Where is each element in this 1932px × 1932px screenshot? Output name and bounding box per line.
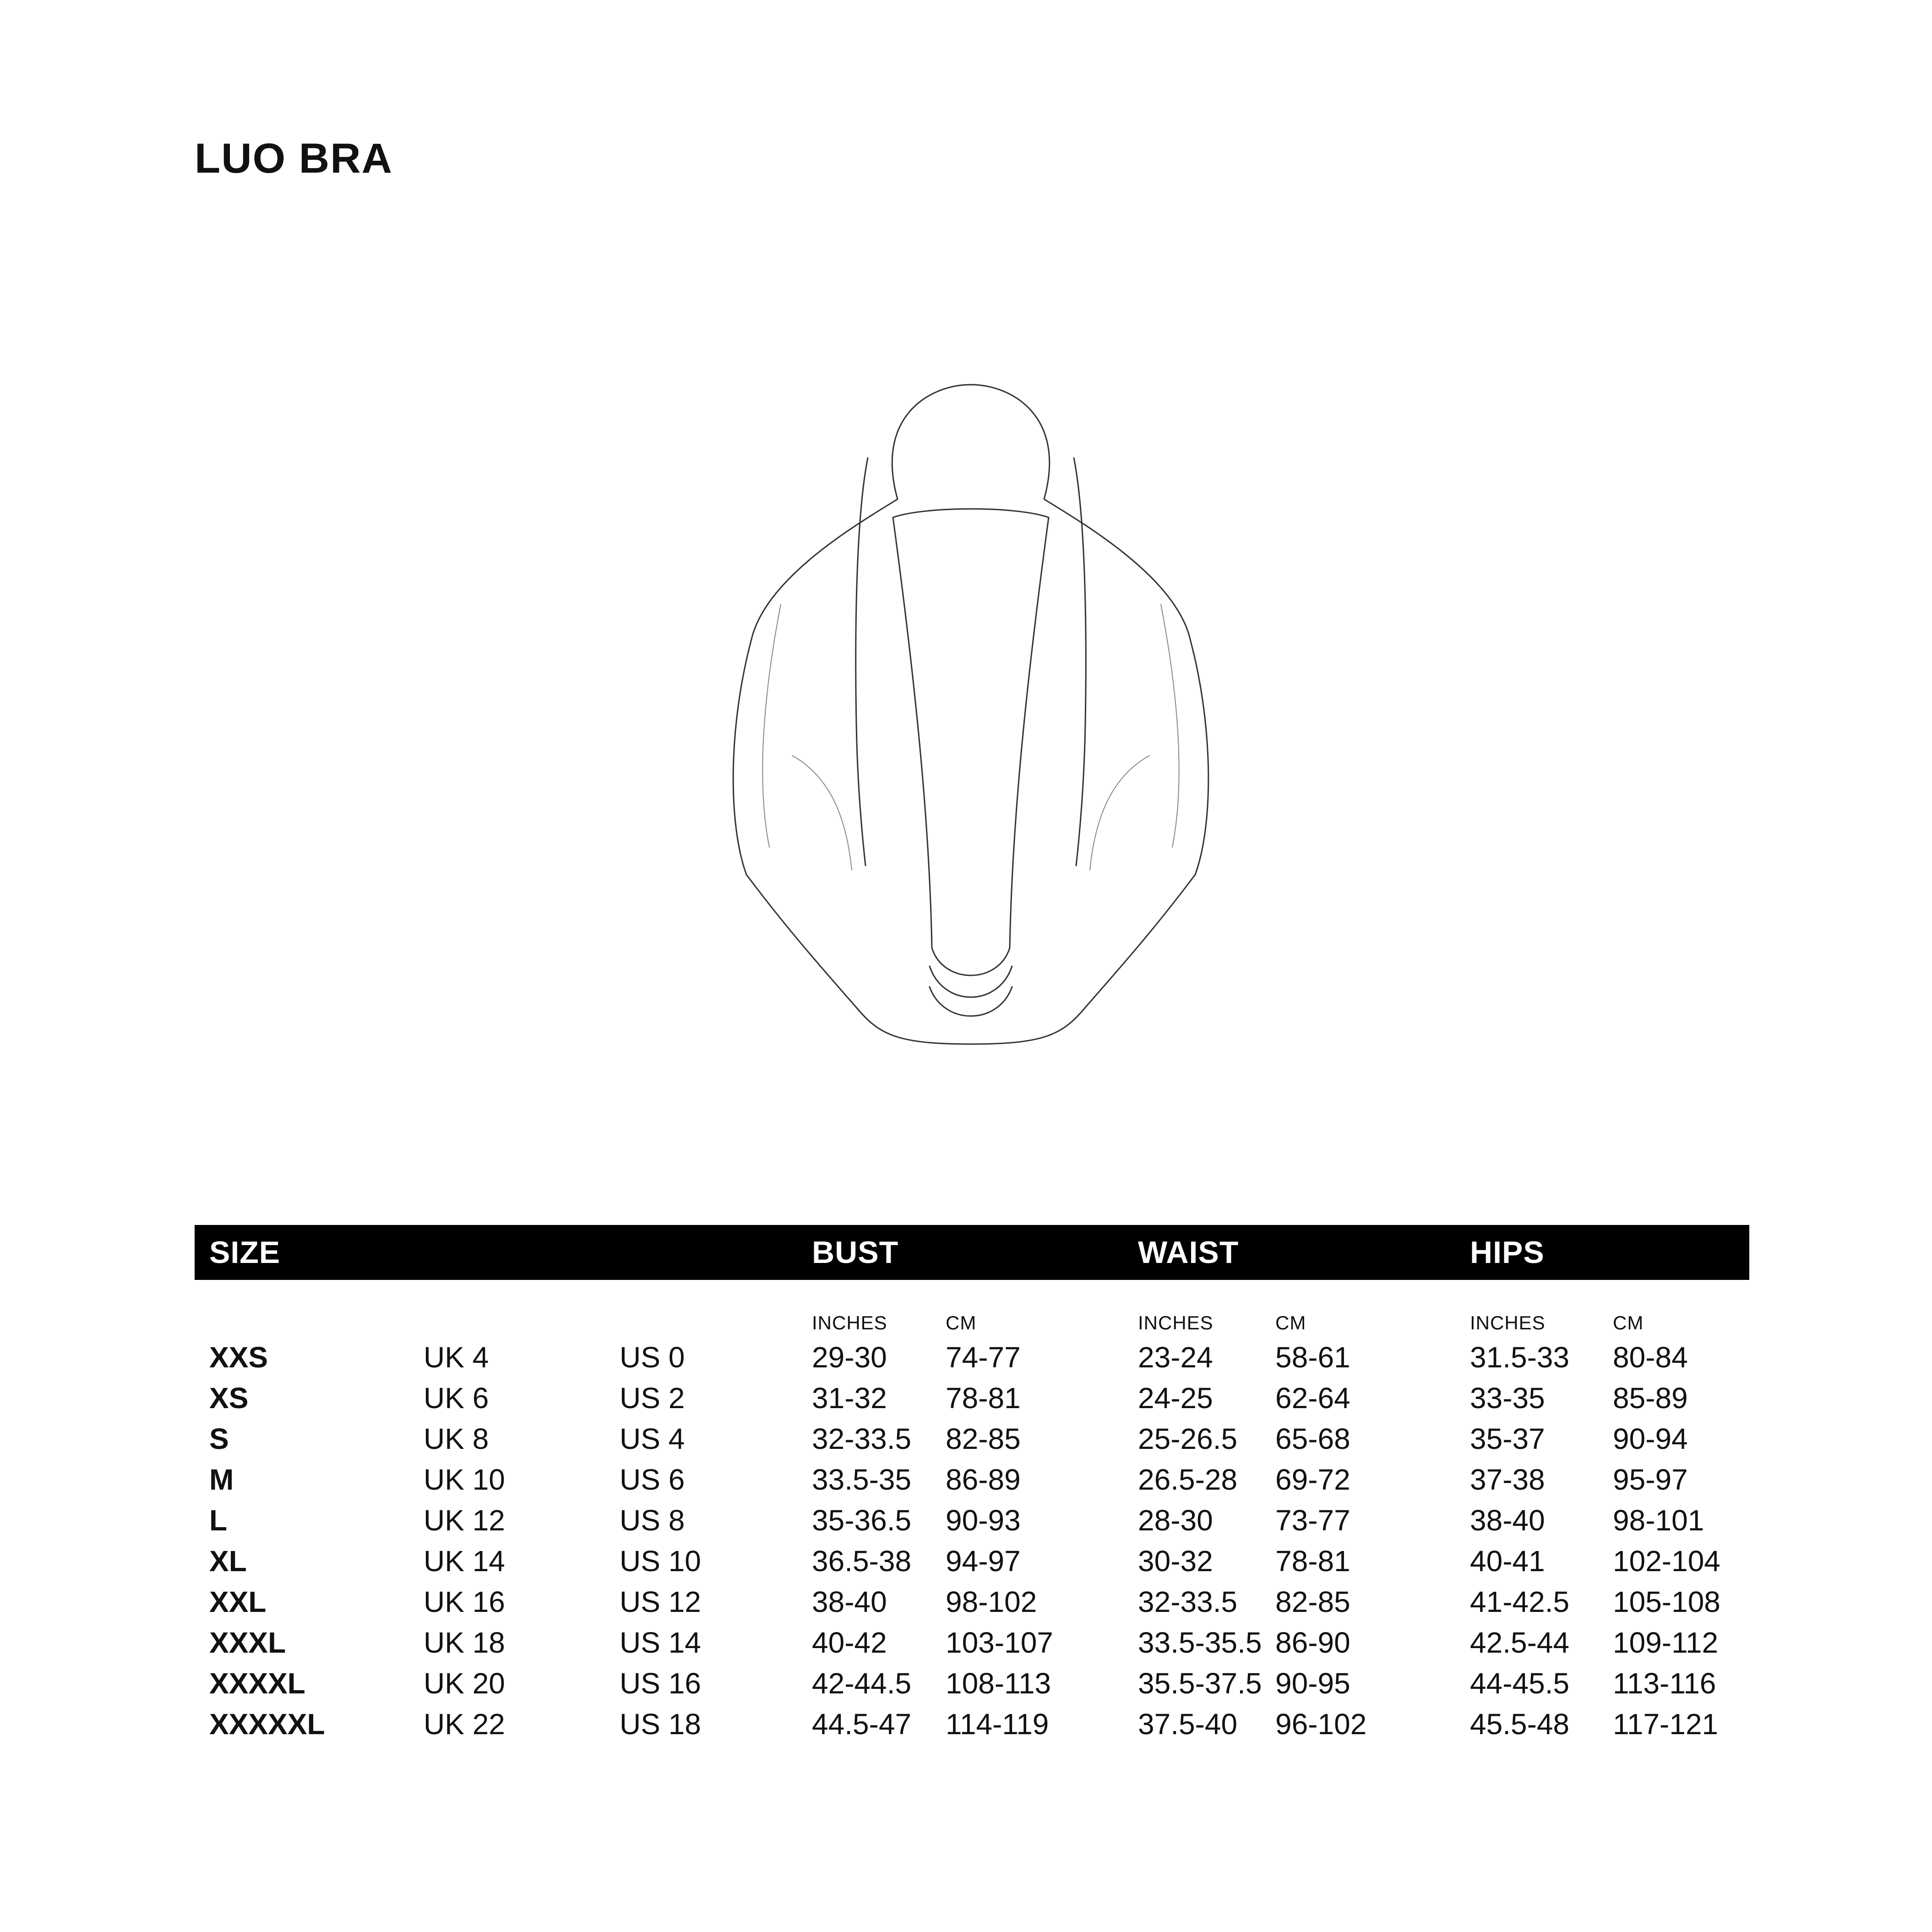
size-cell: M — [209, 1463, 234, 1496]
hips-cm-cell: 90-94 — [1613, 1422, 1688, 1455]
us-size-cell: US 10 — [620, 1545, 701, 1578]
header-bust: BUST — [812, 1235, 899, 1270]
hips-cm-cell: 85-89 — [1613, 1382, 1688, 1415]
us-size-cell: US 12 — [620, 1585, 701, 1618]
uk-size-cell: UK 22 — [424, 1708, 505, 1741]
table-row — [195, 1582, 1749, 1622]
size-cell: XXXL — [209, 1626, 286, 1659]
waist-inches-cell: 35.5-37.5 — [1138, 1667, 1262, 1700]
us-size-cell: US 4 — [620, 1422, 685, 1455]
uk-size-cell: UK 20 — [424, 1667, 505, 1700]
gore-arc-2 — [930, 966, 1012, 997]
us-size-cell: US 16 — [620, 1667, 701, 1700]
unit-waist-cm: CM — [1275, 1312, 1306, 1333]
bust-cm-cell: 74-77 — [946, 1341, 1021, 1374]
size-cell: L — [209, 1504, 228, 1537]
table-row — [195, 1541, 1749, 1582]
bust-inches-cell: 40-42 — [812, 1626, 887, 1659]
hips-inches-cell: 35-37 — [1470, 1422, 1545, 1455]
bust-cm-cell: 86-89 — [946, 1463, 1021, 1496]
uk-size-cell: UK 12 — [424, 1504, 505, 1537]
size-rows — [195, 1337, 1749, 1745]
size-cell: XXL — [209, 1585, 267, 1618]
outline-path — [733, 385, 1208, 1044]
size-cell: XXXXL — [209, 1667, 305, 1700]
table-row — [195, 1663, 1749, 1704]
waist-inches-cell: 24-25 — [1138, 1382, 1213, 1415]
waist-cm-cell: 62-64 — [1275, 1382, 1350, 1415]
bust-cm-cell: 82-85 — [946, 1422, 1021, 1455]
waist-inches-cell: 37.5-40 — [1138, 1708, 1238, 1741]
hips-inches-cell: 31.5-33 — [1470, 1341, 1570, 1374]
gore-arc-1 — [932, 948, 1010, 975]
bust-inches-cell: 36.5-38 — [812, 1545, 912, 1578]
table-row — [195, 1337, 1749, 1378]
uk-size-cell: UK 14 — [424, 1545, 505, 1578]
bust-inches-cell: 38-40 — [812, 1585, 887, 1618]
uk-size-cell: UK 18 — [424, 1626, 505, 1659]
hips-cm-cell: 98-101 — [1613, 1504, 1704, 1537]
unit-subheader — [195, 1280, 1749, 1337]
table-row — [195, 1419, 1749, 1459]
waist-cm-cell: 65-68 — [1275, 1422, 1350, 1455]
waist-cm-cell: 86-90 — [1275, 1626, 1350, 1659]
hips-inches-cell: 37-38 — [1470, 1463, 1545, 1496]
unit-hips-cm: CM — [1613, 1312, 1644, 1333]
bust-inches-cell: 31-32 — [812, 1382, 887, 1415]
waist-inches-cell: 26.5-28 — [1138, 1463, 1238, 1496]
size-cell: S — [209, 1422, 229, 1455]
unit-hips-inches: INCHES — [1470, 1312, 1546, 1333]
bust-cm-cell: 108-113 — [946, 1667, 1051, 1700]
left-cup-curve — [792, 756, 852, 870]
uk-size-cell: UK 10 — [424, 1463, 505, 1496]
table-row — [195, 1378, 1749, 1419]
hips-inches-cell: 45.5-48 — [1470, 1708, 1570, 1741]
hips-cm-cell: 95-97 — [1613, 1463, 1688, 1496]
left-strap-inner — [893, 517, 932, 948]
waist-inches-cell: 33.5-35.5 — [1138, 1626, 1262, 1659]
bust-cm-cell: 90-93 — [946, 1504, 1021, 1537]
bust-cm-cell: 98-102 — [946, 1585, 1037, 1618]
right-strap-inner — [1010, 517, 1049, 948]
table-row — [195, 1459, 1749, 1500]
uk-size-cell: UK 16 — [424, 1585, 505, 1618]
us-size-cell: US 2 — [620, 1382, 685, 1415]
hips-cm-cell: 117-121 — [1613, 1708, 1719, 1741]
waist-cm-cell: 69-72 — [1275, 1463, 1350, 1496]
bust-cm-cell: 103-107 — [946, 1626, 1053, 1659]
hips-inches-cell: 41-42.5 — [1470, 1585, 1570, 1618]
waist-cm-cell: 96-102 — [1275, 1708, 1367, 1741]
size-chart-header — [195, 1225, 1749, 1280]
header-hips: HIPS — [1470, 1235, 1545, 1270]
hips-inches-cell: 38-40 — [1470, 1504, 1545, 1537]
size-cell: XS — [209, 1382, 249, 1415]
bust-inches-cell: 29-30 — [812, 1341, 887, 1374]
waist-inches-cell: 28-30 — [1138, 1504, 1213, 1537]
waist-cm-cell: 78-81 — [1275, 1545, 1350, 1578]
size-cell: XL — [209, 1545, 247, 1578]
bust-cm-cell: 78-81 — [946, 1382, 1021, 1415]
waist-inches-cell: 32-33.5 — [1138, 1585, 1238, 1618]
header-size: SIZE — [209, 1235, 281, 1270]
right-cup-curve — [1090, 756, 1149, 870]
table-row — [195, 1704, 1749, 1745]
bust-inches-cell: 44.5-47 — [812, 1708, 912, 1741]
uk-size-cell: UK 6 — [424, 1382, 489, 1415]
right-side-seam — [1161, 604, 1179, 847]
bust-inches-cell: 35-36.5 — [812, 1504, 912, 1537]
band-top — [893, 509, 1049, 517]
waist-cm-cell: 82-85 — [1275, 1585, 1350, 1618]
bust-cm-cell: 114-119 — [946, 1708, 1049, 1741]
uk-size-cell: UK 8 — [424, 1422, 489, 1455]
gore-arc-3 — [930, 987, 1012, 1016]
us-size-cell: US 14 — [620, 1626, 701, 1659]
us-size-cell: US 6 — [620, 1463, 685, 1496]
page-title: LUO BRA — [195, 135, 393, 182]
us-size-cell: US 18 — [620, 1708, 701, 1741]
hips-inches-cell: 42.5-44 — [1470, 1626, 1570, 1659]
us-size-cell: US 0 — [620, 1341, 685, 1374]
waist-cm-cell: 58-61 — [1275, 1341, 1350, 1374]
waist-cm-cell: 73-77 — [1275, 1504, 1350, 1537]
left-side-seam — [762, 604, 781, 847]
us-size-cell: US 8 — [620, 1504, 685, 1537]
waist-inches-cell: 25-26.5 — [1138, 1422, 1238, 1455]
waist-inches-cell: 30-32 — [1138, 1545, 1213, 1578]
hips-cm-cell: 113-116 — [1613, 1667, 1716, 1700]
waist-cm-cell: 90-95 — [1275, 1667, 1350, 1700]
table-row — [195, 1622, 1749, 1663]
hips-inches-cell: 33-35 — [1470, 1382, 1545, 1415]
hips-cm-cell: 109-112 — [1613, 1626, 1719, 1659]
size-chart — [195, 1225, 1749, 1745]
table-row — [195, 1500, 1749, 1541]
bra-line-drawing — [714, 366, 1227, 1058]
bust-inches-cell: 32-33.5 — [812, 1422, 912, 1455]
hips-inches-cell: 44-45.5 — [1470, 1667, 1570, 1700]
uk-size-cell: UK 4 — [424, 1341, 489, 1374]
bust-inches-cell: 33.5-35 — [812, 1463, 912, 1496]
hips-cm-cell: 102-104 — [1613, 1545, 1720, 1578]
header-waist: WAIST — [1138, 1235, 1239, 1270]
unit-bust-cm: CM — [946, 1312, 977, 1333]
unit-waist-inches: INCHES — [1138, 1312, 1214, 1333]
bust-cm-cell: 94-97 — [946, 1545, 1021, 1578]
size-cell: XXS — [209, 1341, 268, 1374]
bust-inches-cell: 42-44.5 — [812, 1667, 912, 1700]
size-cell: XXXXXL — [209, 1708, 325, 1741]
hips-cm-cell: 80-84 — [1613, 1341, 1688, 1374]
hips-inches-cell: 40-41 — [1470, 1545, 1545, 1578]
unit-bust-inches: INCHES — [812, 1312, 887, 1333]
hips-cm-cell: 105-108 — [1613, 1585, 1720, 1618]
waist-inches-cell: 23-24 — [1138, 1341, 1213, 1374]
